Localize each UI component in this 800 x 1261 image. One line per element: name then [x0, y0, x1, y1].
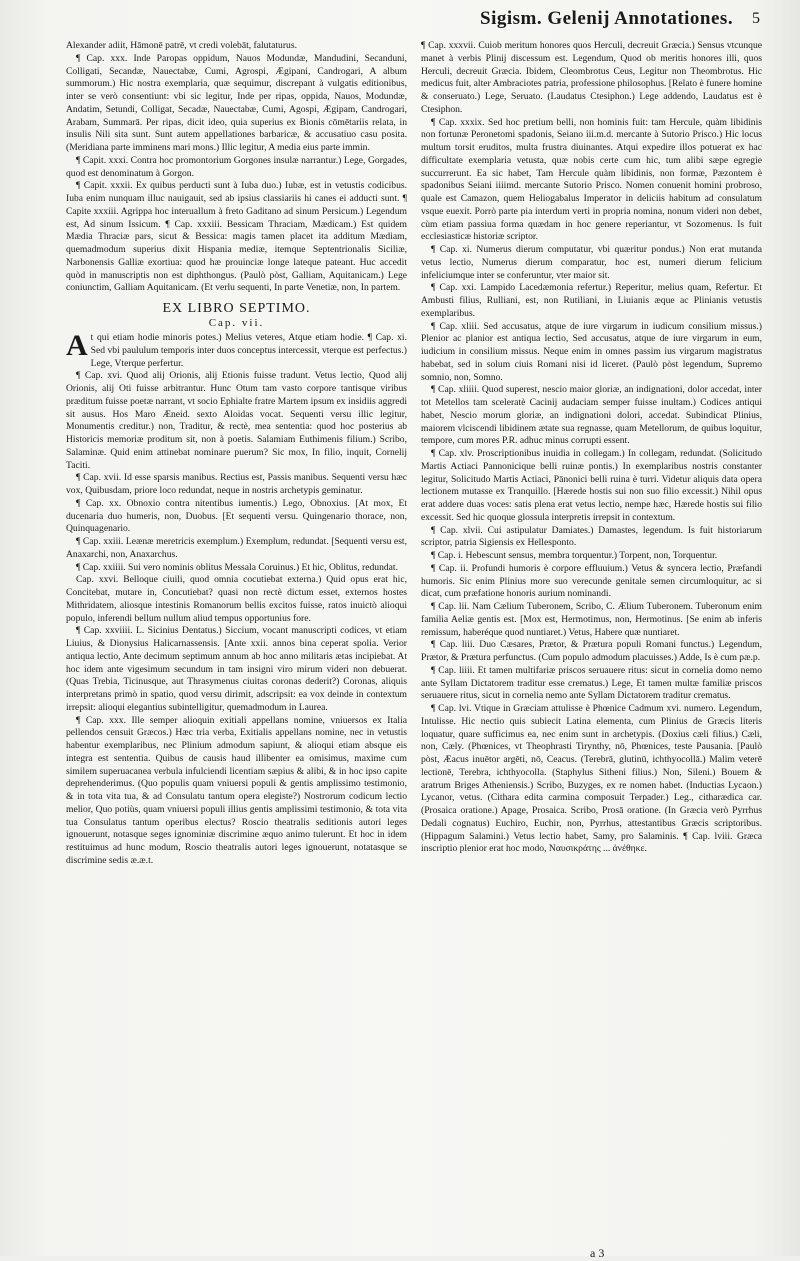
paragraph: ¶ Cap. xxxvii. Cuiob meritum honores quos Herculi, decreuit Græcia.) Sensus vtcunque manet à verbis Plinij discessum est. Legendum, Quod ob meritis honores illi, quos Herculi, decreuit Græcia. Ibidem, Cleombrotus Ceus, Legitur non Theombrotus. Hic medicus fuit, alter Ambraciotes patria, professione philosophus. [Relato è funere homine & conseruato.) Lege, Seruato. (Laudatus Ctesiphon.) Lege addendo, Laudatus est è Ctesiphon.: [421, 40, 762, 115]
paragraph: ¶ Cap. xxi. Lampido Lacedæmonia refertur.) Reperitur, melius quam, Refertur. Et Ambusti filius, Rulliani, est, non Rutiliani, in Liuianis æque ac Plinianis vetustis exemplaribus.: [421, 282, 762, 319]
paragraph: ¶ Cap. xxviiii. L. Sicinius Dentatus.) Siccium, vocant manuscripti codices, vt etiam Liuius, & Dionysius Halicarnassensis. [Ante xxii. annos bina ceperat spolia. Verior antiqua lectio, Ante decimum septimum annum ab hoc anno militaris ætas incipiebat. At hoc idem ante vigesimum secundum in tam insigni viro mirum videri non debuerat. (Quas Trebia, Ticinusque, aut Thrasymenus ciuitas coronas dederit?) Coronas, aliquis interpretans primò in spatio, quod versu dirimit, adscripsit: ea vox deinde in contextum irrepsit: alioqui elegantius subintelligitur, quemadmodum in Laurea.: [66, 625, 407, 713]
paragraph: ¶ Cap. liii. Duo Cæsares, Prætor, & Prætura populi Romani functus.) Legendum, Prætor, & Prætura perfunctus. (Cum populo admodum placuisses.) Adde, Is è cum pæ.p.: [421, 639, 762, 663]
paragraph: ¶ Cap. xvii. Id esse sparsis manibus. Rectius est, Passis manibus. Sequenti versu hæc vox, Quibusdam, priore loco redundat, neque in nostris archetypis geminatur.: [66, 472, 407, 496]
signature-mark: a 3: [590, 1246, 605, 1260]
paragraph: ¶ Cap. xvi. Quod alij Orionis, alij Etionis fuisse tradunt. Vetus lectio, Quod alij Orionis, alij Oti fuisse arbitrantur. Hunc Otum tam vasto corpore tantisque viribus præditum fuisse poetæ narrant, vt socio Ephialte fratre Martem ipsum ex insidiis aggredi sit ausus. Hos Maro Æneid. sexto Aloidas vocat. Sequenti versu illic legitur, Monumentis creditur.) non, Traditur, & rectè, mea sententia: quod hoc posterius ab Historicis memoriæ proditum sit, non à poetis. Salamiam Euthimenis filium.) Scribo, Salaminæ. Quid enim attinebat nominare puerum? Sic mox, In filio, inquit, Cornelij Taciti.: [66, 370, 407, 471]
section-title: EX LIBRO SEPTIMO.: [162, 301, 311, 316]
drop-cap: A: [66, 329, 88, 362]
paragraph: ¶ Cap. xx. Obnoxio contra nitentibus iumentis.) Lego, Obnoxius. [At mox, Et ducenaria duo humeris, non, Duobus. [Et sequenti versu. Quingenario thorace, non, Quinquagenario.: [66, 497, 407, 535]
left-column: [66, 40, 407, 1216]
text-columns: [66, 40, 762, 1216]
paragraph: ¶ Cap. xxx. Ille semper alioquin exitiali appellans nomine, vniuersos ex Italia pellendos censuit Græcos.) Hæc tria verba, Exitialis appellans nomine, nec in vetustis habentur exemplaribus, nec Plinium admodum sapiunt, & alioqui etiam absque eis integra est sententia. Quibus de causis haud illibenter ea omisimus, maxime cum similem superuacanea verbula infulciendi licentiam sæpius & alibi, & in hoc ipso capite deprehenderimus. (Quo populis quam vniuersi populi & gentis amplissimo testimonio, & in tota vita tua, & ad Consulatu tantum opera elegiste?) Nostrorum codicum lectio melior, Quo potiùs, quam vniuersi populi illius gentis amplissimi testimonio, & tota vita tua Consulatus tantum operibus electus? Roscio theatralis seditionis autori leges ignouerunt, notasque seges ignominiæ discrimine æquo animo tulerunt. Et hoc in idem restituimus ad hunc modum, Roscio theatralis autori leges ignouerunt, notatasque se discrimine sedis æ.æ.t.: [66, 714, 407, 866]
paragraph-text: t qui etiam hodie minoris potes.) Melius veteres, Atque etiam hodie. ¶ Cap. xi. Sed vbi paululum temporis inter duos conceptus intercessit, vterque est perfectus.) Lege, Vterque perfertur.: [90, 332, 407, 369]
paragraph: ¶ Cap. xlvii. Cui astipulatur Damiates.) Damastes, legendum. Is fuit historiarum scriptor, patria Sigiensis ex Hellesponto.: [421, 524, 762, 549]
paragraph: ¶ Cap. xxiiii. Sui vero nominis oblitus Messala Coruinus.) Et hic, Oblitus, redundat.: [76, 561, 398, 573]
paragraph: [66, 329, 407, 370]
paragraph: ¶ Cap. xxxix. Sed hoc pretium belli, non hominis fuit: tam Hercule, quàm libidinis non fortunæ Peronetomi spadonis, Seiano iii.m.d. mercante à Sutorio Prisco.) Hic locus multum torsit eruditos, multa frustra diuinantes. Atqui expedire illos potuerat ex hac difficultate exemplaria vetusta, quæ nobis certe cum hic, tum alibi sæpe egregie succurrerunt. Ea sic habet, Tam Hercule quàm libidinis, non formæ, Pæzontem è spadonibus Seiani iiiimd. mercante Sutorio Prisco. Nomen conuenit homini probroso, quale est Camazon, quem Heliogabalus Imperator in deliciis habitum ad consulatum vsque euexit. Porrò parte pia interdum verti in propria nomina, nonum videri non debet, cùm etiam passiua forma quædam in hoc genere reperiantur, vt Sozomenus. Is fuit ecclesiasticæ historiæ scriptor.: [421, 116, 762, 243]
paragraph: ¶ Capit. xxxi. Contra hoc promontorium Gorgones insulæ narrantur.) Lege, Gorgades, quod est denominatum à Gorgon.: [66, 154, 407, 179]
paragraph: ¶ Cap. ii. Profundi humoris è corpore effluuium.) Vetus & syncera lectio, Præfandi humoris. Sic enim Plinius more suo verecunde genitale semen circumloquitur, ac si dicat, cum præfatione honoris aurium nominandi.: [421, 562, 762, 600]
paragraph: ¶ Cap. xi. Numerus dierum computatur, vbi quæritur pondus.) Non erat mutanda vetus lectio, Numerus dierum comparatur, hoc est, numeri dierum felicium infeliciumque inter se conferuntur, vter maior sit.: [421, 244, 762, 281]
paragraph: ¶ Cap. xxiii. Leænæ meretricis exemplum.) Exemplum, redundat. [Sequenti versu est, Anaxarchi, non, Anaxarchus.: [66, 536, 407, 560]
paragraph: ¶ Cap. lvi. Vtique in Græciam attulisse è Phœnice Cadmum xvi. numero. Legendum, Intulisse. Hic nectio quis subiecit Latina elementa, cum Plinius de Græcis literis loquatur, quare sufficimus ea, nec enim sunt in archetypis. (Doxius cæli filius.) Cæli, non, Cæly. (Phœnices, vt Theophrasti Tirynthy, nō, Phœnices, teste Pausania. [Paulò pòst, Æacus inuētor argēti, nō, Ceacus. (Terebrā, glutinū, ichthyocollā.) Malim veterē lectionē, Terebra, ichthyocolla. (Staphylus Sitheni filius.) Non, Sileni.) Bouem & aratrum Briges Atheniensis.) Scribo, Buzyges, ex re nomen habet. (Inductias Lycaon.) Lycanor, vetus. (Cithara edita carmina composuit Terpader.) Leg., citharædica car. (Prosaica oratione.) Apage, Prosaica. Scribo, Prosā oratione. (In Græcia verò Pyrrhus Dedali cognatus) Euchiro, Euchir, non, Pyrrhus, attestantibus Græcis scriptoribus. (Hippagum Salamini.) Vetus lectio habet, Samy, pro Salaminis. ¶ Cap. lviii. Græca inscriptio plenior erat hoc modo, Ναυσικράτης ... ἀνέθηκε.: [421, 703, 762, 855]
section-subtitle: Cap. vii.: [208, 317, 265, 329]
paragraph: Alexander adiit, Hāmonē patrē, vt credi volebāt, falutaturus.: [66, 40, 297, 51]
paragraph: Cap. xxvi. Belloque ciuili, quod omnia cocutiebat externa.) Quid opus erat hic, Concitebat, mutare in, Concutiebat? quasi non rectè dictum esset, externos hostes Mithridatem, aliosque intestinis Romanorum bellis excitos fuisse, ratos inuictò alioqui populo, inferendi bellum nullum aliud tempus opportunius fore.: [66, 574, 407, 624]
paragraph: ¶ Cap. lii. Nam Cælium Tuberonem, Scribo, C. Ælium Tuberonem. Tuberonum enim familia Aeliæ gentis est. [Mox est, Hermotimus, non, Hermotinus. [Se enim ab inferis remissum, haberéque quod nuntiaret.) Vetus, Habere quæ nuntiaret.: [421, 601, 762, 638]
paragraph: ¶ Cap. i. Hebescunt sensus, membra torquentur.) Torpent, non, Torquentur.: [431, 550, 718, 561]
page-header: [410, 6, 760, 36]
paragraph: ¶ Cap. xliii. Sed accusatus, atque de iure virgarum in iudicum consilium missus.) Plenior ac planior est antiqua lectio, Sed accusatus, atque de iure virgarum in eum, iudicium in consilium missus. Neque enim in omnes passim ius virgarum magistratus habebat, sed in solum ciuis Romani nisi id liceret. (Paulò pòst legendum, Supremo somnio, non, Somno.: [421, 320, 762, 383]
running-head: Sigism. Gelenij Annotationes.: [480, 8, 734, 29]
page-number: 5: [752, 10, 760, 27]
paragraph: ¶ Capit. xxxii. Ex quibus perducti sunt à Iuba duo.) Iubæ, est in vetustis codicibus. Iuba enim nunquam illuc nauigauit, sed ab ipsius classiariis hi canes ei adducti sunt. ¶ Capite xxxiii. Agrippa hoc interuallum à freto Gaditano ad sinum Persicum.) Legendum est, Ad sinum Issicum. ¶ Cap. xxxiii. Bessicam Thraciam, Mædicam.) Est quidem Mædia Thraciæ pars, sicut & Bessica: magis tamen placet ita additum Mædiam, quemadmodum superius dixit Hispania mediæ, itemque Septentrionalis Siciliæ, Narbonensis Galliæ exortiua: quod hæ prouinciæ longe lateque pateant. Huc accedit quòd in manuscriptis non est diphthongus. (Paulò pòst, Galliam, Aquitanicam.) Lege coniunctim, Galliam Aquitanicam. (Et verlu sequenti, In parte Venetiæ, non, In partem.: [66, 180, 407, 294]
paragraph: ¶ Cap. xlv. Proscriptionibus inuidia in collegam.) In collegam, redundat. (Solicitudo Martis Actiaci Pannonicique belli ruinæ pontis.) In exemplaribus nostris constanter legitur, Solicitudo Martis Actiaci, Pānonici belli ruina è turri. Videtur aliquis data opera lectionem mutasse ex Tranquillo. [Hærede hostis sui non suo filio excessit.) Nihil opus erat addere duas voces: satis plena erat vetus lectio, nempe hæc, Hærede hostis sui filio excessit. Sed hic quoque glossula interpretis irrepsit in contextum.: [421, 448, 762, 523]
paragraph: ¶ Cap. liiii. Et tamen multifariæ priscos seruauere ritus: sicut in cornelia domo nemo ante Syllam Dictatorem traditur esse crematus.) Lege, Et tamen multæ familiæ priscos seruauere ritus, sicut in cornelia nemo ante Syllam Dictatorem traditur crematus.: [421, 664, 762, 702]
right-column: [421, 40, 762, 1216]
paragraph: ¶ Cap. xxx. Inde Paropas oppidum, Nauos Modundæ, Mandudini, Secanduni, Colligati, Secandæ, Nauectabæ, Cumi, Agrospi, Ægipani, Candrogari, A album summorum.) Hic nostra exemplaria, quæ sequimur, discrepant à vulgatis editionibus, inter se verò consentiunt: vbi sic legitur, Inde per ripas, oppida, Nauos, Modundæ, Andatim, Setundi, Colligat, Secadæ, Nauectabæ, Cumi, Agospi, Ægipam, Candrogari, Arabam, Summarā. Per ripas, dicit ideo, quia superius ex Bionis cōmētariis relata, in insulis Nili sita sunt. Sunt autem appellationes barbaricæ, & accusatiuo casu posita. (Meridiana parte imminens mari mons.) Illic legitur, A media eius parte immin.: [66, 52, 407, 153]
paragraph: ¶ Cap. xliiii. Quod superest, nescio maior gloriæ, an indignationi, dolor accedat, inter tot Metellos tam sceleratè Cacinij audaciam semper fuisse inultam.) Codices antiqui habet, Nescio morum gloriæ, an indignationi dolori, accedat. Subindicat Plinius, maiorem vlciscendi libidinem ætate sua regnasse, quam Metellorum, de quibus loquitur, tempore, cum mores P.R. adhuc minus corrupti essent.: [421, 384, 762, 447]
